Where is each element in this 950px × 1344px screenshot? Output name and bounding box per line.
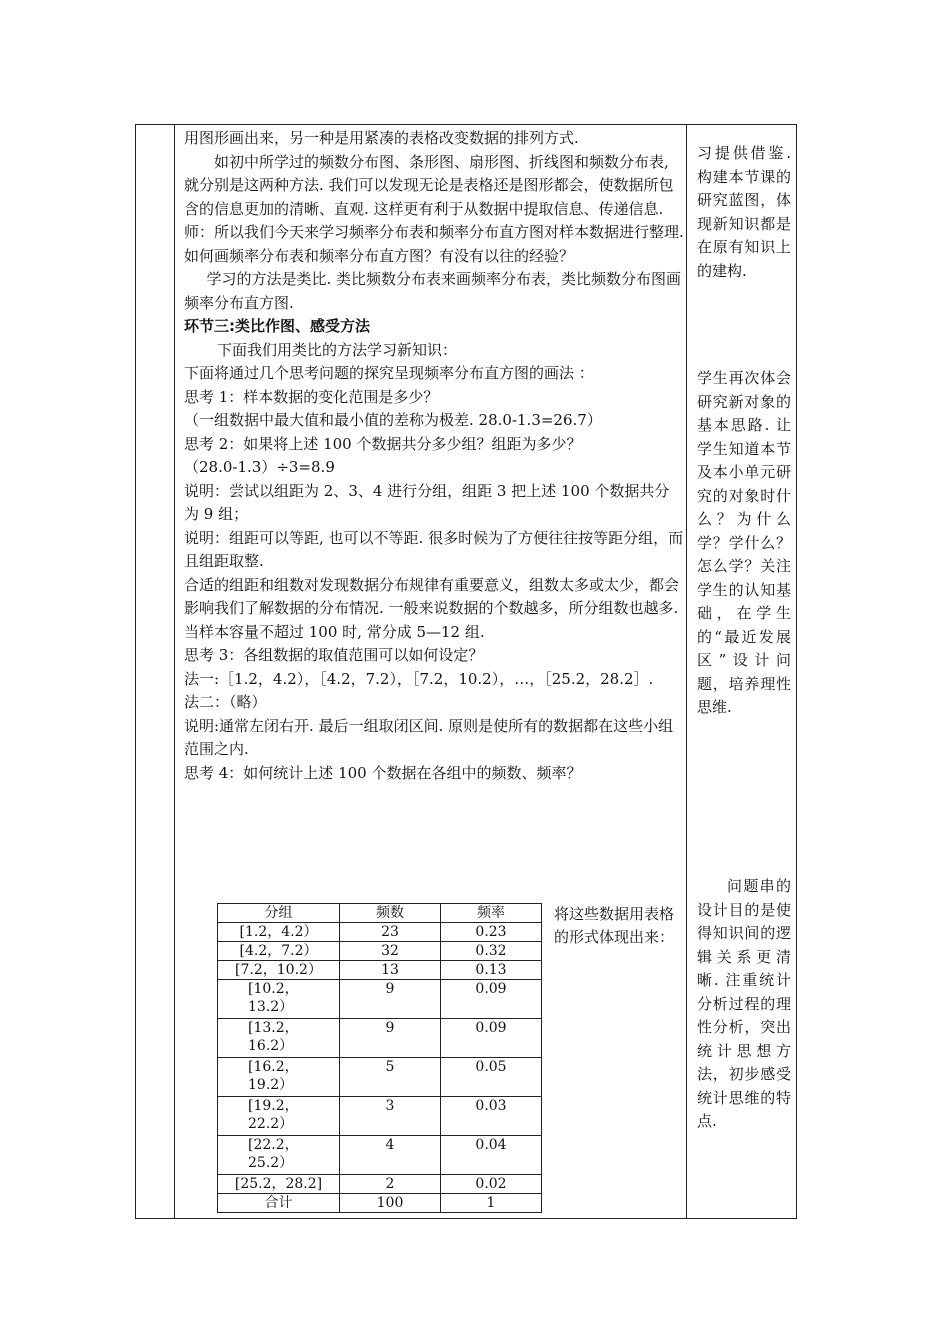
cell-range: [4.2，7.2） (218, 942, 340, 961)
cell-rate: 0.04 (441, 1136, 542, 1175)
question-2: 思考 2：如果将上述 100 个数据共分多少组？组距为多少？ (184, 434, 582, 453)
explanation: 说明:通常左闭右开. 最后一组取闭区间. 原则是使所有的数据都在这些小组范围之内. (184, 716, 674, 758)
cell-rate: 0.13 (441, 961, 542, 980)
header-group: 分组 (218, 904, 340, 923)
table-row (218, 1058, 542, 1097)
question-3: 思考 3：各组数据的取值范围可以如何设定？ (184, 646, 484, 664)
lesson-plan-table (135, 124, 797, 1219)
column-divider (174, 125, 175, 1218)
cell-total-count: 100 (340, 1194, 441, 1213)
design-note-text: 问题串的设计目的是使得知识间的逻辑关系更清晰. 注重统计分析过程的理性分析，突出统计思想方法，初步感受统计思维的特点. (697, 877, 791, 1130)
content-paragraph: 如初中所学过的频数分布图、条形图、扇形图、折线图和频数分布表, 就分别是这两种方法. 我们可以发现无论是表格还是图形都会，使数据所包含的信息更加的清晰、直观. 这样更有利于从数据中提取信息、传递信息. (184, 152, 674, 218)
cell-total-label: 合计 (218, 1194, 340, 1213)
cell-rate: 0.09 (441, 980, 542, 1019)
explanation: 说明：尝试以组距为 2、3、4 进行分组，组距 3 把上述 100 个数据共分为 9 组； (184, 481, 670, 523)
content-paragraph: 学习的方法是类比. 类比频数分布表来画频率分布表，类比频数分布图画频率分布直方图. (184, 270, 682, 312)
cell-range: [16.2，19.2） (218, 1058, 340, 1097)
cell-range: [7.2，10.2） (218, 961, 340, 980)
cell-rate: 0.32 (441, 942, 542, 961)
cell-count: 9 (340, 980, 441, 1019)
cell-rate: 0.02 (441, 1175, 542, 1194)
method-1: 法一:［1.2，4.2），［4.2，7.2），［7.2，10.2），…，［25.2，28.2］. (184, 669, 654, 688)
answer-2: （28.0-1.3）÷3=8.9 (184, 458, 335, 476)
section-heading: 环节三:类比作图、感受方法 (184, 317, 370, 335)
header-frequency-rate: 频率 (441, 904, 542, 923)
cell-rate: 0.09 (441, 1019, 542, 1058)
teacher-remark: 师：所以我们今天来学习频率分布表和频率分布直方图对样本数据进行整理. 如何画频率分布表和频率分布直方图？有没有以往的经验？ (184, 223, 684, 265)
teaching-content-column (184, 127, 684, 785)
table-row (218, 961, 542, 980)
table-side-note: 将这些数据用表格的形式体现出来： (554, 905, 675, 946)
explanation: 说明：组距可以等距, 也可以不等距. 很多时候为了方便往往按等距分组，而且组距取整. (184, 528, 684, 570)
content-paragraph: 合适的组距和组数对发现数据分布规律有重要意义，组数太多或太少，都会影响我们了解数据的分布情况. 一般来说数据的个数越多，所分组数也越多. 当样本容量不超过 100 时, 常分成 5—12 组. (184, 575, 680, 641)
header-frequency-count: 频数 (340, 904, 441, 923)
content-line: 用图形画出来，另一种是用紧凑的表格改变数据的排列方式. (184, 129, 579, 147)
design-note-2 (697, 367, 791, 720)
table-row (218, 1097, 542, 1136)
column-divider (686, 125, 687, 1218)
cell-count: 3 (340, 1097, 441, 1136)
cell-total-rate: 1 (441, 1194, 542, 1213)
content-paragraph: 下面我们用类比的方法学习新知识： (217, 340, 458, 359)
design-note-text: 习提供借鉴. 构建本节课的研究蓝图，体现新知识都是在原有知识上的建构. (697, 144, 791, 280)
cell-count: 2 (340, 1175, 441, 1194)
table-row (218, 1136, 542, 1175)
cell-count: 9 (340, 1019, 441, 1058)
cell-range: [19.2，22.2） (218, 1097, 340, 1136)
cell-count: 4 (340, 1136, 441, 1175)
cell-count: 5 (340, 1058, 441, 1097)
cell-range: [13.2，16.2） (218, 1019, 340, 1058)
answer-1: （一组数据中最大值和最小值的差称为极差. 28.0-1.3=26.7） (184, 411, 602, 429)
design-note-text: 学生再次体会研究新对象的基本思路. 让学生知道本节及本小单元研究的对象时什么？为什么学？学什么？怎么学？关注学生的认知基础，在学生的“最近发展区”设计问题，培养理性思维. (697, 369, 791, 716)
cell-count: 32 (340, 942, 441, 961)
method-2: 法二：（略） (184, 693, 267, 711)
table-row (218, 980, 542, 1019)
cell-count: 13 (340, 961, 441, 980)
frequency-table (217, 903, 542, 1213)
question-1: 思考 1：样本数据的变化范围是多少？ (184, 387, 439, 406)
cell-range: [22.2，25.2） (218, 1136, 340, 1175)
table-header-row (218, 904, 542, 923)
cell-rate: 0.03 (441, 1097, 542, 1136)
question-4: 思考 4：如何统计上述 100 个数据在各组中的频数、频率？ (184, 763, 582, 782)
cell-range: [1.2，4.2） (218, 923, 340, 942)
cell-rate: 0.23 (441, 923, 542, 942)
design-note-1 (697, 142, 791, 283)
cell-range: [25.2，28.2] (218, 1175, 340, 1194)
cell-range: [10.2，13.2） (218, 980, 340, 1019)
content-line: 下面将通过几个思考问题的探究呈现频率分布直方图的画法 ： (184, 364, 594, 382)
table-row (218, 1175, 542, 1194)
table-row (218, 942, 542, 961)
cell-rate: 0.05 (441, 1058, 542, 1097)
table-total-row (218, 1194, 542, 1213)
cell-count: 23 (340, 923, 441, 942)
table-row (218, 923, 542, 942)
table-row (218, 1019, 542, 1058)
design-note-3 (697, 875, 791, 1134)
